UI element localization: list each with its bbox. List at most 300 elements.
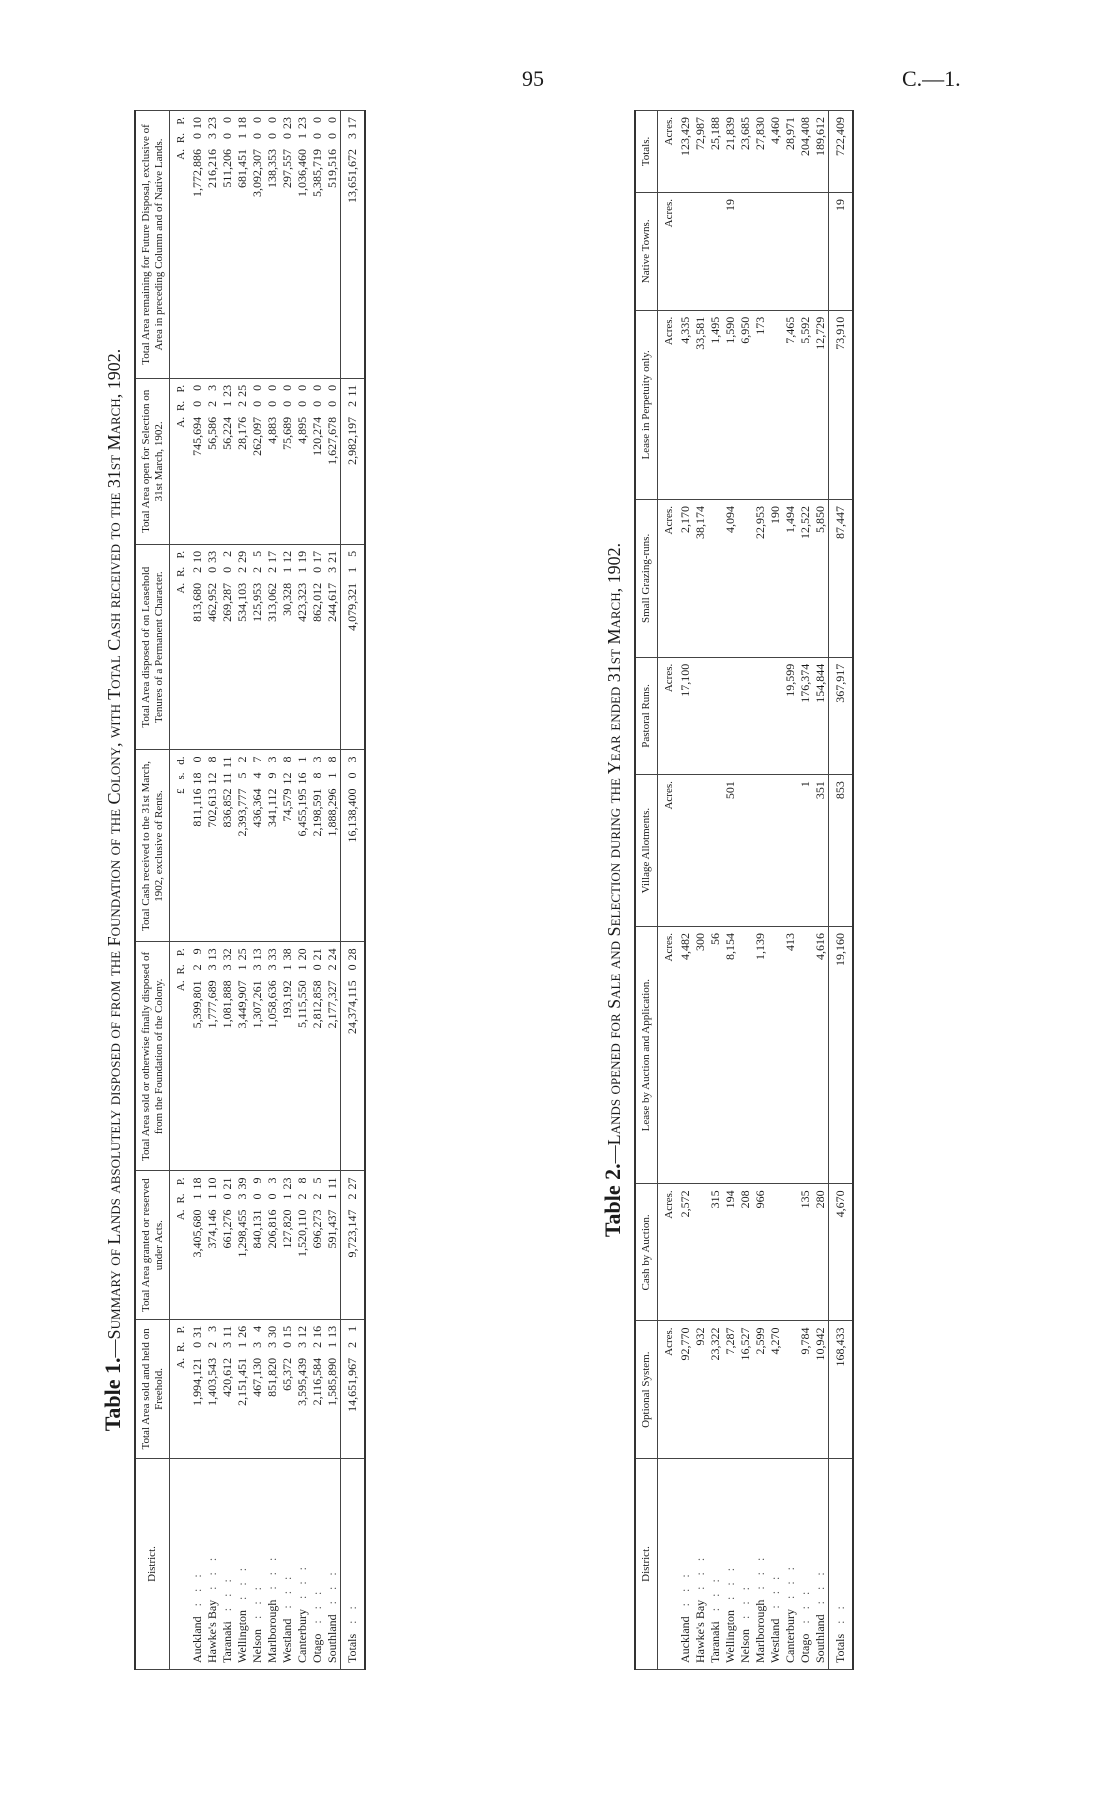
t1-row-4-open [250, 378, 265, 544]
t2-row-3-perpetuity: 1,590 [723, 310, 738, 499]
value-main: 216,216 [205, 149, 220, 188]
t1-row-3-district [235, 1459, 250, 1670]
t1-row-9-district [325, 1459, 341, 1670]
value-sub2: 0 [280, 384, 295, 391]
t1-header-district: District. [135, 1459, 170, 1670]
t2-row-1-native [693, 192, 708, 310]
unit-sub1: R. [175, 566, 188, 577]
value-sub2: 10 [205, 1177, 220, 1190]
t2-row-0 [678, 111, 693, 1670]
district-name: Hawke's Bay [205, 1599, 220, 1663]
t2-row-7-district [783, 1459, 798, 1670]
t2-row-1-optional: 932 [693, 1321, 708, 1459]
value-sub2: 23 [205, 117, 220, 129]
t2-row-5-perpetuity: 173 [753, 310, 768, 499]
value-main: 4,895 [295, 416, 310, 444]
district-name: Otago [310, 1633, 325, 1663]
t2-row-1-cash_auction [693, 1184, 708, 1321]
value-main: 127,820 [280, 1209, 295, 1249]
value-sub2: 25 [235, 948, 250, 961]
dot-leader: : : : [812, 1568, 827, 1605]
unit-main: A. [175, 582, 188, 594]
value-main: 120,274 [310, 416, 325, 456]
value-main: 1,081,888 [220, 980, 235, 1029]
value-sub1: 3 [250, 964, 265, 971]
t1-totals-row-cash [341, 750, 366, 942]
value-sub2: 0 [310, 384, 325, 391]
t2-row-4-optional: 16,527 [738, 1321, 753, 1459]
t2-row-6-perpetuity [768, 310, 783, 499]
dot-leader: : : : [737, 1582, 752, 1619]
value-sub2: 18 [235, 117, 250, 129]
t2-row-1 [693, 111, 708, 1670]
value-sub1: 0 [250, 1193, 265, 1200]
t2-row-4-district [738, 1459, 753, 1670]
t2-unit-perpetuity [657, 310, 678, 499]
value-sub1: 3 [220, 964, 235, 971]
value-main: 1,036,460 [295, 149, 310, 197]
value-sub2: 21 [310, 948, 325, 961]
t1-row-6-granted [280, 1171, 295, 1319]
t1-row-0-freehold [190, 1319, 205, 1458]
t1-unit-freehold [170, 1319, 191, 1458]
t1-row-7-leasehold [295, 544, 310, 750]
t1-row-0-district [190, 1459, 205, 1670]
district-name: Wellington [722, 1609, 737, 1663]
value-sub2: 30 [265, 1325, 280, 1338]
t1-row-9-open [325, 378, 341, 544]
t2-row-0-native [678, 192, 693, 310]
value-sub2: 0 [310, 117, 325, 123]
t2-row-2-totals: 25,188 [708, 111, 723, 193]
t1-row-0-sold [190, 942, 205, 1171]
table2-title-text: —Lands opened for Sale and Selection during the Year ended 31st March, 1902. [604, 542, 624, 1164]
t1-row-0-cash [190, 750, 205, 942]
value-sub2: 32 [220, 948, 235, 961]
dot-leader: : : : [752, 1553, 767, 1590]
value-main: 591,437 [325, 1209, 340, 1249]
value-sub2: 23 [280, 117, 295, 129]
value-sub1: 2 [190, 964, 205, 971]
value-main: 702,613 [205, 788, 220, 828]
value-sub2: 7 [250, 756, 265, 763]
dot-leader: : : : [692, 1553, 707, 1590]
t1-row-6-sold [280, 942, 295, 1171]
t1-row-0-leasehold [190, 544, 205, 750]
value-sub1: 3 [265, 1341, 280, 1348]
value-main: 462,952 [205, 582, 220, 622]
value-main: 269,287 [220, 582, 235, 622]
dot-leader: : : : [325, 1568, 340, 1605]
t1-row-4-freehold [250, 1319, 265, 1458]
t2-row-5-lease_auction: 1,139 [753, 927, 768, 1184]
district-name: Taranaki [707, 1621, 722, 1663]
value-main: 5,399,801 [190, 980, 205, 1029]
document-code: C.—1. [902, 66, 961, 91]
t1-totals-row [341, 111, 366, 1670]
t2-row-9-native [813, 192, 829, 310]
t1-row-5-open [265, 378, 280, 544]
value-sub1: 3 [205, 133, 220, 139]
t2-row-9-small: 5,850 [813, 500, 829, 658]
t1-unit-open [170, 378, 191, 544]
value-sub2: 3 [310, 756, 325, 763]
t2-row-2-district [708, 1459, 723, 1670]
dot-leader: : : : [797, 1587, 812, 1624]
value-main: 840,131 [250, 1209, 265, 1249]
value-sub2: 3 [265, 756, 280, 763]
t2-row-8-perpetuity: 5,592 [798, 310, 813, 499]
t1-row-5-leasehold [265, 544, 280, 750]
t1-row-8-sold [310, 942, 325, 1171]
page-number: 95 [522, 66, 544, 91]
t2-unit-district [657, 1459, 678, 1670]
dot-leader: : : [345, 1602, 360, 1624]
t1-row-9-cash [325, 750, 341, 942]
value-sub1: 8 [310, 772, 325, 779]
t2-totals-row-optional: 168,433 [828, 1321, 853, 1459]
t2-row-5 [753, 111, 768, 1670]
t2-row-8-native [798, 192, 813, 310]
value-sub2: 20 [295, 948, 310, 961]
t2-header-district: District. [635, 1459, 657, 1670]
t2-row-7-pastoral: 19,599 [783, 657, 798, 774]
t1-row-1-open [205, 378, 220, 544]
table1-body [170, 111, 366, 1670]
value-main: 193,192 [280, 980, 295, 1020]
t1-row-4-remaining [250, 111, 265, 379]
t1-unit-granted [170, 1171, 191, 1319]
district-name: Marlborough [752, 1599, 767, 1663]
t2-row-9-pastoral: 154,844 [813, 657, 829, 774]
t2-row-0-cash_auction: 2,572 [678, 1184, 693, 1321]
t2-row-6-lease_auction [768, 927, 783, 1184]
value-sub1: 18 [190, 772, 205, 785]
t2-row-7-optional [783, 1321, 798, 1459]
district-name: Nelson [737, 1629, 752, 1663]
value-sub1: 0 [205, 566, 220, 573]
district-name: Otago [797, 1633, 812, 1663]
t1-totals-row-remaining [341, 111, 366, 379]
t2-row-7-cash_auction [783, 1184, 798, 1321]
value-sub2: 0 [325, 384, 340, 391]
unit-sub1: R. [175, 400, 188, 411]
t2-header-village: Village Allotments. [635, 775, 657, 927]
value-sub2: 21 [325, 550, 340, 563]
value-sub1: 2 [265, 566, 280, 573]
value-sub2: 23 [220, 384, 235, 397]
t2-row-4-totals: 23,685 [738, 111, 753, 193]
value-main: 206,816 [265, 1209, 280, 1249]
value-main: 3,092,307 [250, 149, 265, 197]
t1-row-1-freehold [205, 1319, 220, 1458]
value-sub1: 1 [235, 964, 250, 971]
t2-row-7-perpetuity: 7,465 [783, 310, 798, 499]
t2-unit-native [657, 192, 678, 310]
value-main: 519,516 [325, 149, 340, 188]
value-main: 813,680 [190, 582, 205, 622]
value-sub2: 0 [250, 384, 265, 391]
value-sub1: 16 [295, 772, 310, 785]
t1-unit-cash [170, 750, 191, 942]
table1-unit-row [170, 111, 191, 1670]
value-sub2: 1 [345, 1325, 360, 1332]
t1-row-7-district [295, 1459, 310, 1670]
t1-row-8-district [310, 1459, 325, 1670]
district-name: Canterbury [295, 1609, 310, 1663]
value-main: 125,953 [250, 582, 265, 622]
t2-row-4-lease_auction [738, 927, 753, 1184]
dot-leader: : : : [265, 1553, 280, 1590]
value-main: 2,982,197 [345, 416, 360, 465]
t2-row-7 [783, 111, 798, 1670]
value-sub2: 0 [250, 117, 265, 123]
t1-row-2 [220, 111, 235, 1670]
value-sub2: 0 [265, 117, 280, 123]
value-main: 696,273 [310, 1209, 325, 1249]
t1-header-cash: Total Cash received to the 31st March, 1902, exclusive of Rents. [135, 750, 170, 942]
dot-leader: : : : [767, 1572, 782, 1609]
t2-row-2-cash_auction: 315 [708, 1184, 723, 1321]
value-main: 297,557 [280, 149, 295, 188]
table2 [634, 110, 854, 1670]
t2-row-8-lease_auction [798, 927, 813, 1184]
value-sub1: 3 [265, 964, 280, 971]
value-sub1: 1 [220, 400, 235, 407]
t2-row-0-lease_auction: 4,482 [678, 927, 693, 1184]
t1-row-7-sold [295, 942, 310, 1171]
t1-unit-district [170, 1459, 191, 1670]
value-sub2: 0 [295, 384, 310, 391]
t2-row-1-district [693, 1459, 708, 1670]
value-sub1: 12 [280, 772, 295, 785]
value-main: 3,449,907 [235, 980, 250, 1029]
value-sub2: 0 [190, 756, 205, 763]
dot-leader: : : : [280, 1572, 295, 1609]
value-main: 3,405,680 [190, 1209, 205, 1258]
t2-row-9-village: 351 [813, 775, 829, 927]
table1-header-row [135, 111, 170, 1670]
value-sub1: 1 [345, 566, 360, 573]
value-main: 423,323 [295, 582, 310, 622]
value-sub1: 1 [325, 1193, 340, 1200]
value-sub2: 27 [345, 1177, 360, 1190]
unit-main: A. [175, 416, 188, 428]
value-sub2: 11 [220, 1325, 235, 1338]
t1-row-3 [235, 111, 250, 1670]
value-sub1: 0 [265, 1193, 280, 1200]
value-main: 1,403,543 [205, 1357, 220, 1406]
t2-row-0-district [678, 1459, 693, 1670]
value-main: 28,176 [235, 416, 250, 450]
value-main: 16,138,400 [345, 788, 360, 843]
value-sub1: 2 [295, 1193, 310, 1200]
unit-sub2: P. [175, 384, 188, 393]
t2-unit-village [657, 775, 678, 927]
value-main: 436,364 [250, 788, 265, 828]
t2-totals-row-small: 87,447 [828, 500, 853, 658]
t2-row-1-small: 38,174 [693, 500, 708, 658]
unit-sub1: R. [175, 1341, 188, 1352]
t2-row-8 [798, 111, 813, 1670]
t2-row-4-small [738, 500, 753, 658]
value-sub1: 0 [325, 400, 340, 407]
value-main: 3,595,439 [295, 1357, 310, 1406]
t1-row-4-leasehold [250, 544, 265, 750]
value-sub1: 3 [220, 1341, 235, 1348]
t1-row-8-open [310, 378, 325, 544]
unit-label: Acres. [662, 198, 675, 228]
value-sub1: 1 [295, 566, 310, 573]
unit-sub2: P. [175, 1177, 188, 1186]
t1-row-6-leasehold [280, 544, 295, 750]
value-main: 74,579 [280, 788, 295, 822]
t2-header-totals: Totals. [635, 111, 657, 193]
value-sub1: 2 [250, 566, 265, 573]
value-sub2: 25 [235, 384, 250, 397]
value-sub2: 3 [205, 384, 220, 391]
t2-row-5-totals: 27,830 [753, 111, 768, 193]
t2-row-1-pastoral [693, 657, 708, 774]
t1-row-2-granted [220, 1171, 235, 1319]
unit-sub1: R. [175, 1193, 188, 1204]
value-sub1: 2 [190, 566, 205, 573]
value-sub1: 3 [295, 1341, 310, 1348]
unit-label: Acres. [662, 781, 675, 810]
t1-row-9-leasehold [325, 544, 341, 750]
value-sub1: 2 [205, 1341, 220, 1348]
value-sub2: 12 [295, 1325, 310, 1338]
value-sub2: 8 [325, 756, 340, 763]
value-sub1: 1 [235, 1341, 250, 1348]
t2-row-6-optional: 4,270 [768, 1321, 783, 1459]
value-sub1: 0 [220, 566, 235, 573]
value-sub2: 2 [220, 550, 235, 557]
t2-totals-row-pastoral: 367,917 [828, 657, 853, 774]
value-sub1: 2 [235, 400, 250, 407]
value-sub2: 33 [265, 948, 280, 961]
value-sub2: 17 [310, 550, 325, 563]
value-sub1: 0 [295, 400, 310, 407]
value-sub2: 8 [280, 756, 295, 763]
district-name: Canterbury [782, 1609, 797, 1663]
unit-label: Acres. [662, 506, 675, 535]
t1-row-5-granted [265, 1171, 280, 1319]
t2-row-9-district [813, 1459, 829, 1670]
value-sub2: 1 [295, 756, 310, 763]
value-sub2: 19 [295, 550, 310, 563]
t2-row-3-optional: 7,287 [723, 1321, 738, 1459]
t2-row-6-pastoral [768, 657, 783, 774]
t2-row-3-native: 19 [723, 192, 738, 310]
value-main: 1,994,121 [190, 1357, 205, 1406]
value-sub2: 8 [295, 1177, 310, 1184]
dot-leader: : : : [782, 1563, 797, 1600]
t1-row-5-sold [265, 942, 280, 1171]
value-main: 244,617 [325, 582, 340, 622]
t2-row-3-totals: 21,839 [723, 111, 738, 193]
t1-row-6-open [280, 378, 295, 544]
t1-row-5-remaining [265, 111, 280, 379]
t1-unit-sold [170, 942, 191, 1171]
t2-row-8-totals: 204,408 [798, 111, 813, 193]
t2-totals-row-perpetuity: 73,910 [828, 310, 853, 499]
t1-row-8-leasehold [310, 544, 325, 750]
t2-row-7-totals: 28,971 [783, 111, 798, 193]
unit-label: Acres. [662, 316, 675, 346]
table2-title-number: Table 2. [600, 1163, 625, 1238]
t2-row-6-totals: 4,460 [768, 111, 783, 193]
value-sub1: 1 [280, 964, 295, 971]
value-sub2: 9 [250, 1177, 265, 1184]
t1-row-3-freehold [235, 1319, 250, 1458]
value-sub1: 0 [345, 772, 360, 779]
value-sub1: 0 [265, 133, 280, 139]
value-sub1: 1 [280, 566, 295, 573]
t1-row-1-remaining [205, 111, 220, 379]
t2-row-3-cash_auction: 194 [723, 1184, 738, 1321]
t1-row-1-granted [205, 1171, 220, 1319]
table1-title-number: Table 1. [100, 1357, 125, 1432]
table1-title [100, 110, 126, 1670]
value-sub2: 5 [250, 550, 265, 557]
t2-row-1-lease_auction: 300 [693, 927, 708, 1184]
value-sub2: 38 [280, 948, 295, 961]
value-main: 534,103 [235, 582, 250, 622]
t1-row-1-district [205, 1459, 220, 1670]
value-main: 2,151,451 [235, 1357, 250, 1406]
t1-row-2-sold [220, 942, 235, 1171]
value-sub2: 3 [205, 1325, 220, 1332]
value-sub2: 5 [310, 1177, 325, 1184]
t1-row-8-freehold [310, 1319, 325, 1458]
value-main: 341,112 [265, 788, 280, 828]
t1-row-8 [310, 111, 325, 1670]
value-sub2: 17 [345, 117, 360, 129]
dot-leader: : : : [707, 1575, 722, 1612]
t1-row-3-cash [235, 750, 250, 942]
t2-row-1-totals: 72,987 [693, 111, 708, 193]
value-sub1: 0 [310, 566, 325, 573]
t1-row-6-cash [280, 750, 295, 942]
district-name: Westland [767, 1618, 782, 1663]
dot-leader: : : : [205, 1553, 220, 1590]
t2-row-1-perpetuity: 33,581 [693, 310, 708, 499]
value-sub2: 0 [325, 117, 340, 123]
t2-row-6-village [768, 775, 783, 927]
unit-sub1: R. [175, 964, 188, 975]
t1-row-3-open [235, 378, 250, 544]
t1-row-9-sold [325, 942, 341, 1171]
value-sub2: 4 [250, 1325, 265, 1332]
t1-row-2-district [220, 1459, 235, 1670]
value-sub1: 0 [220, 133, 235, 139]
value-sub2: 11 [345, 384, 360, 397]
value-sub2: 23 [280, 1177, 295, 1190]
value-sub1: 2 [345, 1193, 360, 1200]
unit-sub1: R. [175, 133, 188, 144]
value-sub2: 12 [280, 550, 295, 563]
t2-row-9-totals: 189,612 [813, 111, 829, 193]
t1-row-0 [190, 111, 205, 1670]
t2-row-0-pastoral: 17,100 [678, 657, 693, 774]
value-sub2: 13 [205, 948, 220, 961]
value-main: 5,115,550 [295, 980, 310, 1028]
value-sub2: 8 [205, 756, 220, 763]
value-sub1: 1 [280, 1193, 295, 1200]
value-sub2: 33 [205, 550, 220, 563]
table2-body [657, 111, 853, 1670]
